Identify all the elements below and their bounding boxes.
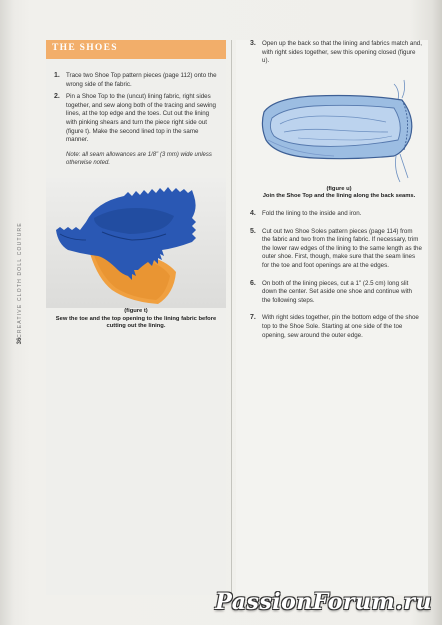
figure-t-photo — [46, 178, 226, 308]
left-column — [46, 40, 226, 595]
running-head: CREATIVE CLOTH DOLL COUTURE — [17, 222, 23, 338]
site-watermark: PassionForum.ru — [215, 589, 432, 615]
step-3 — [250, 40, 422, 66]
shoe-sketch-image — [254, 78, 428, 186]
step-6 — [250, 279, 422, 306]
step-number: 2. — [54, 93, 60, 101]
section-title: THE SHOES — [52, 43, 118, 53]
seam-allowance-note: Note: all seam allowances are 1/8" (3 mm) wide unless otherwise noted. — [66, 151, 212, 167]
step-number: 3. — [250, 40, 256, 47]
figure-label: (figure t) — [124, 307, 148, 314]
step-5 — [250, 227, 422, 271]
step-number: 1. — [54, 72, 60, 79]
figure-u-illustration — [254, 78, 428, 186]
step-number: 4. — [250, 209, 256, 217]
step-text: Fold the lining to the inside and iron. — [262, 209, 362, 217]
step-1 — [54, 72, 218, 89]
figure-t-caption — [50, 308, 222, 331]
figure-label: (figure u) — [326, 185, 352, 192]
step-4 — [250, 209, 422, 219]
step-text: Pin a Shoe Top to the (uncut) lining fabric, right sides together, and sew along both of the tracing and sewing lines, at the top edge and the toes. Cut out the lining with pinking shears and turn the piece right side out (figure t). Make the second lined top in the same manner. — [66, 93, 216, 144]
step-text: Cut out two Shoe Soles pattern pieces (page 114) from the fabric and two from the lining fabric. If necessary, trim the lower raw edges of the lining to the same length as the outer shoe. First, though, make sure that the seam lines for the toe and foot openings are at the edges. — [262, 227, 422, 269]
caption-text: Sew the toe and the top opening to the lining fabric before cutting out the lining. — [55, 315, 217, 330]
right-column — [236, 40, 428, 595]
step-text: With right sides together, pin the bottom edge of the shoe top to the Shoe Sole. Starting at one side of the toe opening, sew around the outer edge. — [262, 314, 419, 339]
step-number: 5. — [250, 227, 256, 235]
step-text: Trace two Shoe Top pattern pieces (page 112) onto the wrong side of the fabric. — [66, 72, 217, 88]
page-number: 36 — [17, 337, 23, 345]
step-2 — [54, 93, 218, 145]
figure-u-caption — [258, 186, 420, 201]
section-header — [46, 40, 226, 59]
step-number: 7. — [250, 314, 256, 322]
felt-shoe-top-image — [46, 178, 226, 308]
column-divider — [231, 40, 232, 600]
caption-text: Join the Shoe Top and the lining along the back seams. — [262, 193, 416, 200]
step-7 — [250, 314, 422, 340]
step-text: On both of the lining pieces, cut a 1" (2.5 cm) long slit down the center. Set aside one shoe and continue with the following steps. — [262, 279, 412, 304]
step-text: Open up the back so that the lining and fabrics match and, with right sides together, sew this opening closed (figure u). — [262, 40, 422, 65]
step-number: 6. — [250, 279, 256, 287]
